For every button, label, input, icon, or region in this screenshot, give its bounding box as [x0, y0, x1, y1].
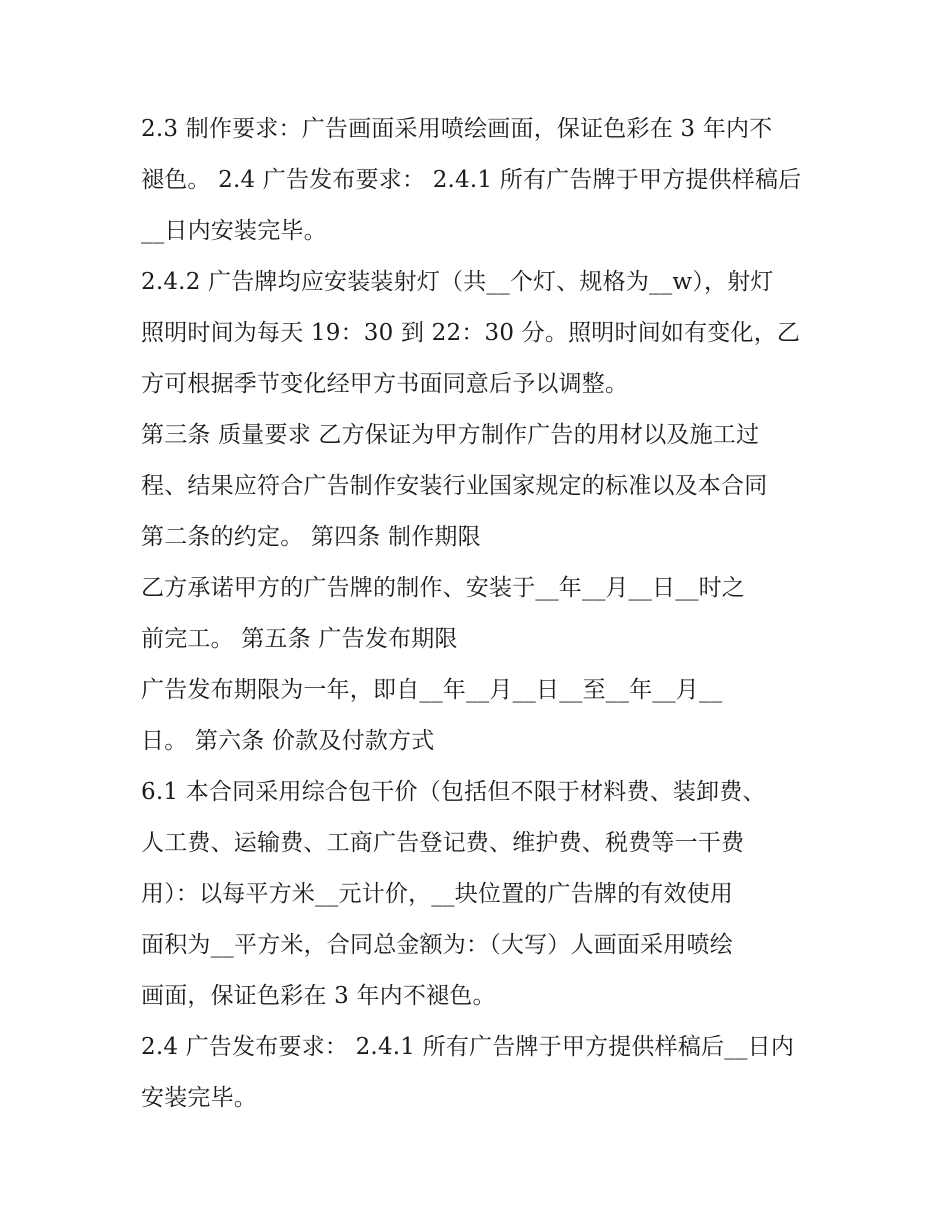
text-line: 程、结果应符合广告制作安装行业国家规定的标准以及本合同: [141, 473, 768, 499]
text-line: 方可根据季节变化经甲方书面同意后予以调整。: [141, 371, 629, 397]
text-line: 第三条 质量要求 乙方保证为甲方制作广告的用材以及施工过: [141, 422, 760, 448]
text-line: 照明时间为每天 19：30 到 22：30 分。照明时间如有变化，乙: [141, 320, 801, 346]
text-line: 前完工。 第五条 广告发布期限: [141, 626, 458, 652]
document-body: [141, 104, 821, 1124]
text-line: 6.1 本合同采用综合包干价（包括但不限于材料费、装卸费、: [141, 779, 766, 805]
text-line: 人工费、运输费、工商广告登记费、维护费、税费等一干费: [141, 830, 745, 856]
text-line: 画面，保证色彩在 3 年内不褪色。: [141, 983, 496, 1009]
text-line: 褪色。 2.4 广告发布要求： 2.4.1 所有广告牌于甲方提供样稿后: [141, 167, 802, 193]
text-line: 2.4 广告发布要求： 2.4.1 所有广告牌于甲方提供样稿后__日内: [141, 1034, 795, 1060]
text-line: 2.3 制作要求：广告画面采用喷绘画面，保证色彩在 3 年内不: [141, 116, 773, 142]
text-line: 2.4.2 广告牌均应安装装射灯（共__个灯、规格为__w），射灯: [141, 269, 774, 295]
text-line: 安装完毕。: [141, 1085, 257, 1111]
text-line: 广告发布期限为一年，即自__年__月__日__至__年__月__: [141, 677, 723, 703]
text-line: 第二条的约定。 第四条 制作期限: [141, 524, 481, 550]
text-line: 用）：以每平方米__元计价，__块位置的广告牌的有效使用: [141, 881, 734, 907]
text-line: __日内安装完毕。: [141, 218, 327, 244]
text-line: 面积为__平方米，合同总金额为：（大写）人画面采用喷绘: [141, 932, 733, 958]
text-line: 日。 第六条 价款及付款方式: [141, 728, 435, 754]
text-line: 乙方承诺甲方的广告牌的制作、安装于__年__月__日__时之: [141, 575, 745, 601]
